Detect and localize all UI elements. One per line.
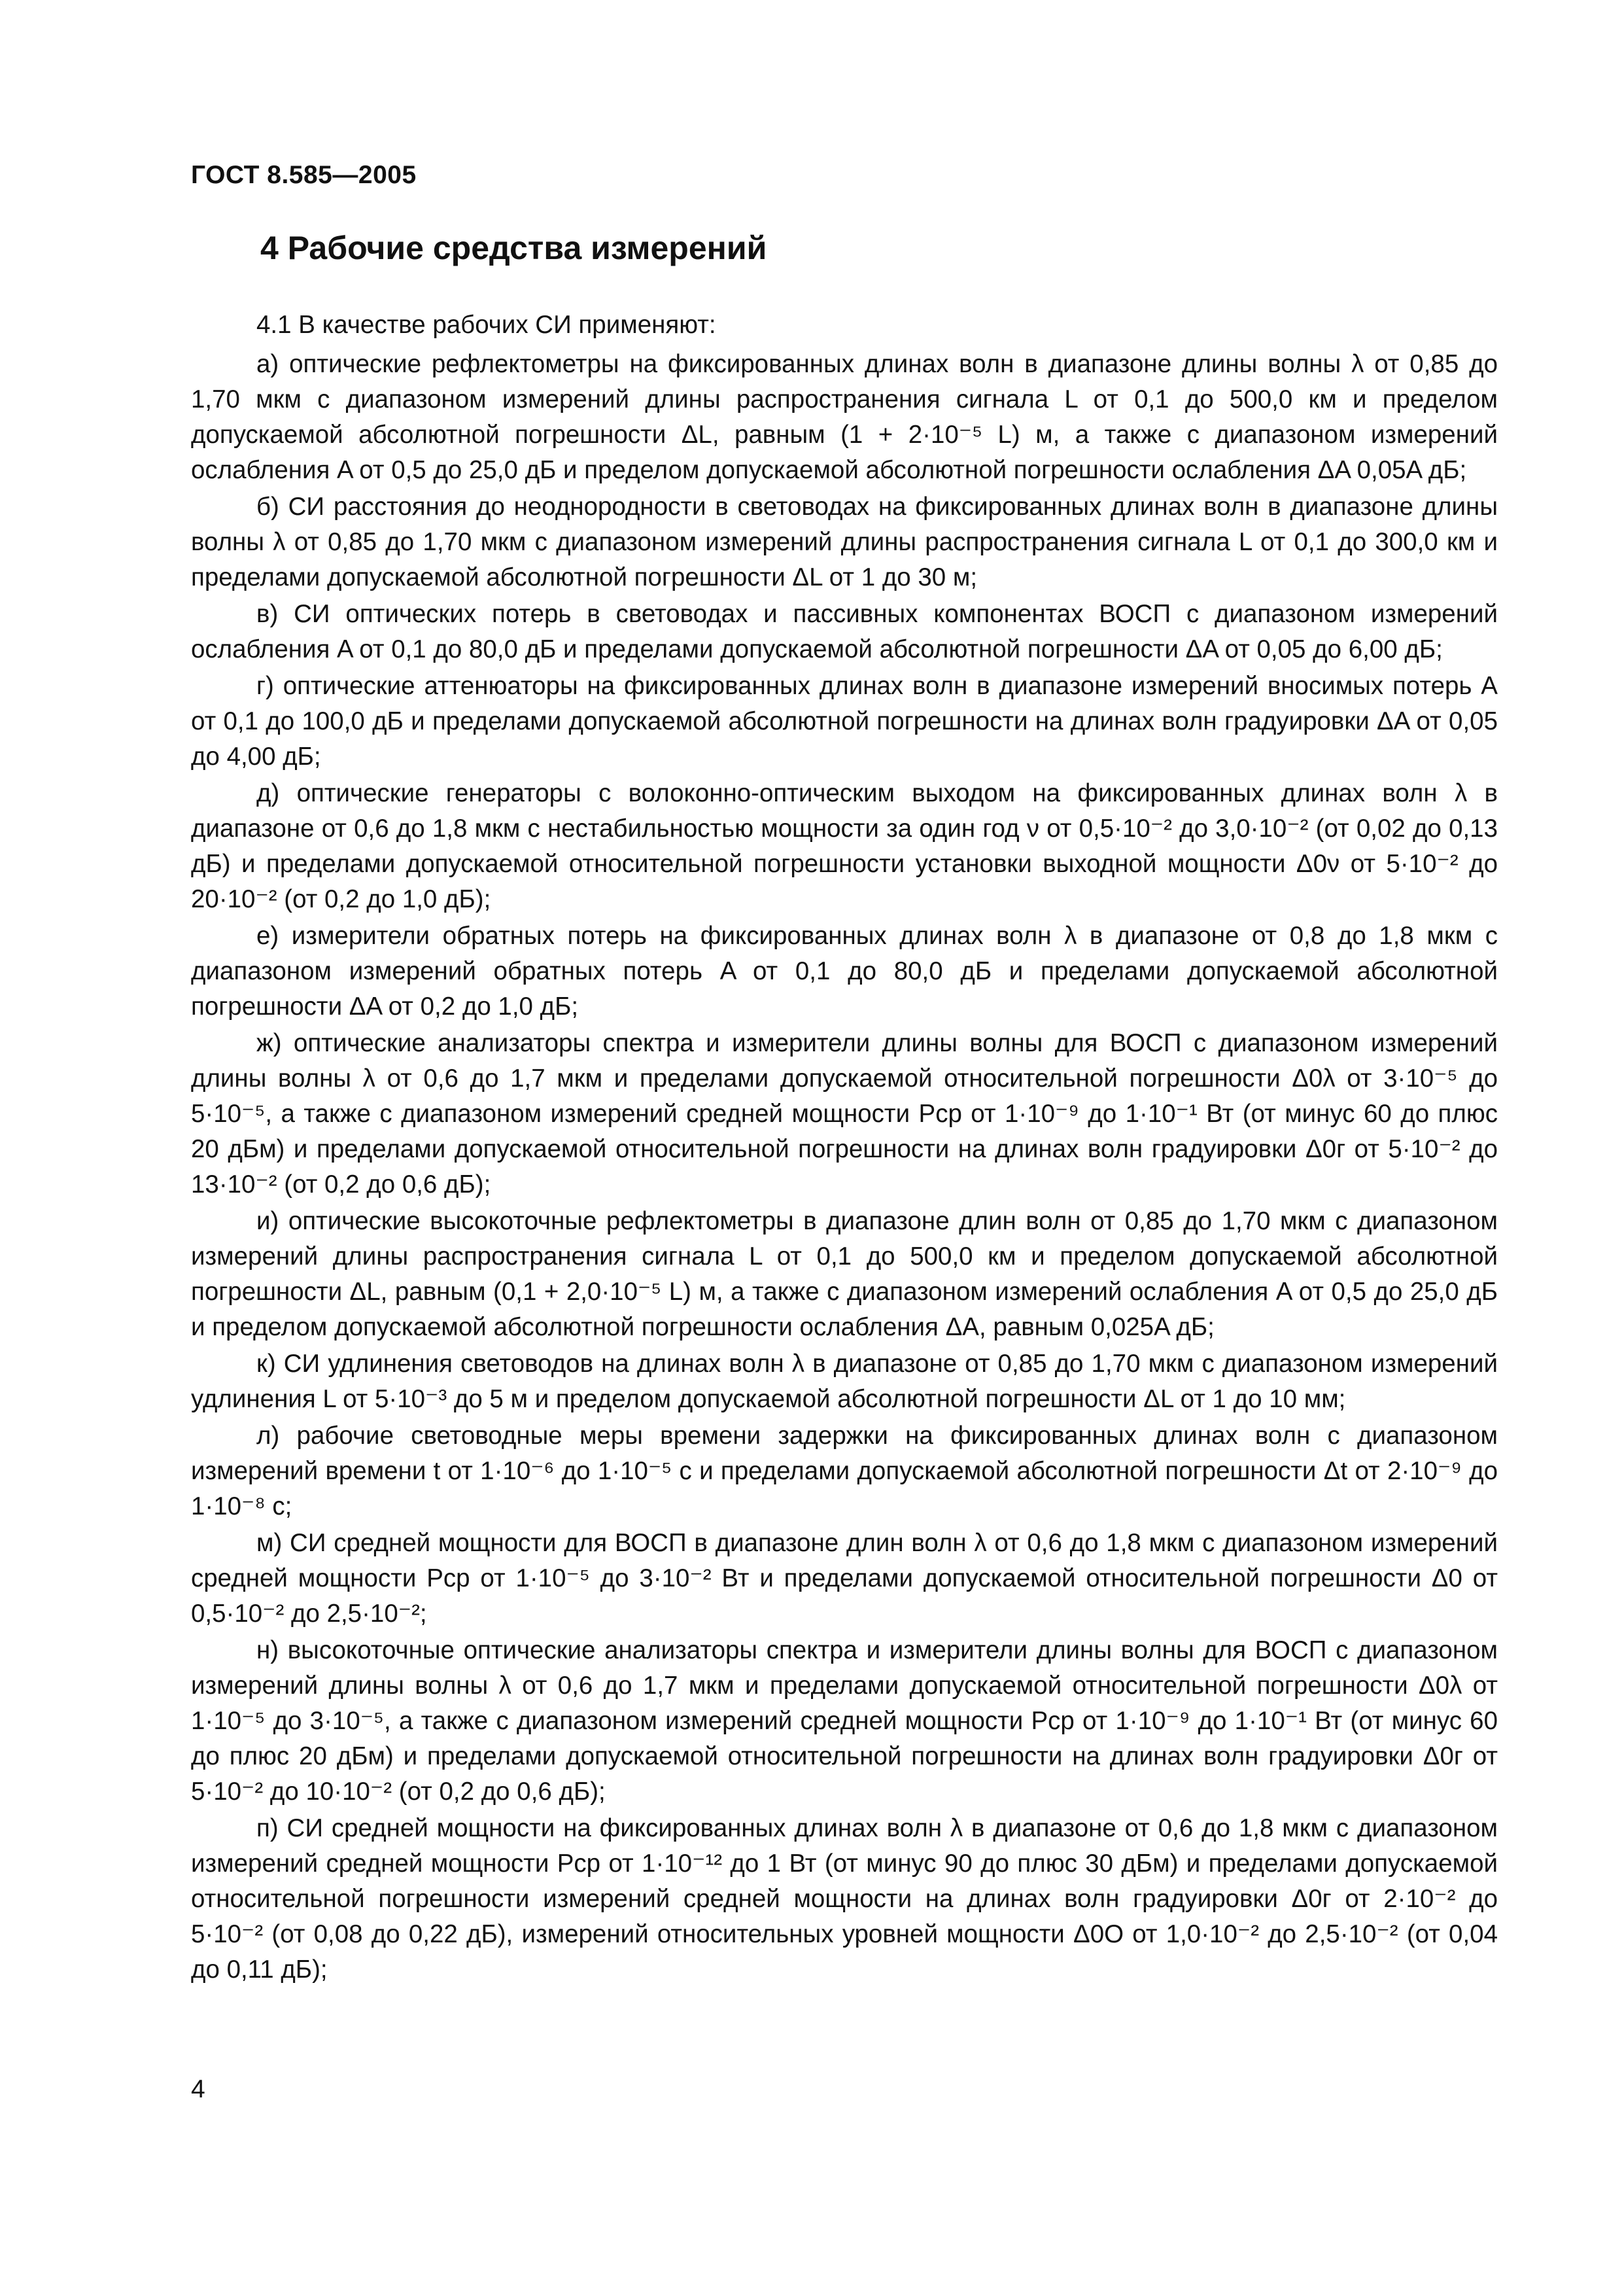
list-item-g: г) оптические аттенюаторы на фиксированных длинах волн в диапазоне измерений вносимых потерь A от 0,1 до 100,0 дБ и пределами допускаемой абсолютной погрешности на длинах волн градуировки ΔA от 0,05 до 4,00 дБ;	[191, 672, 1498, 771]
page-number: 4	[191, 2075, 205, 2103]
section-title: 4 Рабочие средства измерений	[260, 230, 767, 266]
list-item-a: а) оптические рефлектометры на фиксированных длинах волн в диапазоне длины волны λ от 0,85 до 1,70 мкм с диапазоном измерений длины распространения сигнала L от 0,1 до 500,0 км и пределом допускаемой абсолютной погрешности ΔL, равным (1 + 2·10⁻⁵ L) м, а также с диапазоном измерений ослабления A от 0,5 до 25,0 дБ и пределом допускаемой абсолютной погрешности ослабления ΔA 0,05A дБ;	[191, 350, 1498, 484]
list-item-zh: ж) оптические анализаторы спектра и измерители длины волны для ВОСП с диапазоном измерений длины волны λ от 0,6 до 1,7 мкм и пределами допускаемой относительной погрешности Δ0λ от 3·10⁻⁵ до 5·10⁻⁵, а также с диапазоном измерений средней мощности Pср от 1·10⁻⁹ до 1·10⁻¹ Вт (от минус 60 до плюс 20 дБм) и пределами допускаемой относительной погрешности на длинах волн градуировки Δ0г от 5·10⁻² до 13·10⁻² (от 0,2 до 0,6 дБ);	[191, 1029, 1498, 1199]
list-item-d: д) оптические генераторы с волоконно-оптическим выходом на фиксированных длинах волн λ в диапазоне от 0,6 до 1,8 мкм с нестабильностью мощности за один год ν от 0,5·10⁻² до 3,0·10⁻² (от 0,02 до 0,13 дБ) и пределами допускаемой относительной погрешности установки выходной мощности Δ0ν от 5·10⁻² до 20·10⁻² (от 0,2 до 1,0 дБ);	[191, 779, 1498, 913]
section-body	[191, 307, 1498, 1989]
list-item-l: л) рабочие световодные меры времени задержки на фиксированных длинах волн с диапазоном измерений времени t от 1·10⁻⁶ до 1·10⁻⁵ с и пределами допускаемой абсолютной погрешности Δt от 2·10⁻⁹ до 1·10⁻⁸ с;	[191, 1422, 1498, 1520]
list-item-i: и) оптические высокоточные рефлектометры в диапазоне длин волн от 0,85 до 1,70 мкм с диапазоном измерений длины распространения сигнала L от 0,1 до 500,0 км и пределом допускаемой абсолютной погрешности ΔL, равным (0,1 + 2,0·10⁻⁵ L) м, а также с диапазоном измерений ослабления A от 0,5 до 25,0 дБ и пределом допускаемой абсолютной погрешности ослабления ΔA, равным 0,025A дБ;	[191, 1207, 1498, 1341]
list-item-v: в) СИ оптических потерь в световодах и пассивных компонентах ВОСП с диапазоном измерений ослабления A от 0,1 до 80,0 дБ и пределами допускаемой абсолютной погрешности ΔA от 0,05 до 6,00 дБ;	[191, 600, 1498, 663]
list-item-b: б) СИ расстояния до неоднородности в световодах на фиксированных длинах волн в диапазоне длины волны λ от 0,85 до 1,70 мкм с диапазоном измерений длины распространения сигнала L от 0,1 до 300,0 км и пределами допускаемой абсолютной погрешности ΔL от 1 до 30 м;	[191, 493, 1498, 591]
list-item-e: е) измерители обратных потерь на фиксированных длинах волн λ в диапазоне от 0,8 до 1,8 мкм с диапазоном измерений обратных потерь A от 0,1 до 80,0 дБ и пределами допускаемой абсолютной погрешности ΔA от 0,2 до 1,0 дБ;	[191, 922, 1498, 1021]
list-item-n: н) высокоточные оптические анализаторы спектра и измерители длины волны для ВОСП с диапазоном измерений длины волны λ от 0,6 до 1,7 мкм и пределами допускаемой относительной погрешности Δ0λ от 1·10⁻⁵ до 3·10⁻⁵, а также с диапазоном измерений средней мощности Pср от 1·10⁻⁹ до 1·10⁻¹ Вт (от минус 60 до плюс 20 дБм) и пределами допускаемой относительной погрешности на длинах волн градуировки Δ0г от 5·10⁻² до 10·10⁻² (от 0,2 до 0,6 дБ);	[191, 1636, 1498, 1806]
list-item-m: м) СИ средней мощности для ВОСП в диапазоне длин волн λ от 0,6 до 1,8 мкм с диапазоном измерений средней мощности Pср от 1·10⁻⁵ до 3·10⁻² Вт и пределами допускаемой относительной погрешности Δ0 от 0,5·10⁻² до 2,5·10⁻²;	[191, 1529, 1498, 1628]
document-code-header: ГОСТ 8.585—2005	[191, 161, 417, 189]
intro-paragraph: 4.1 В качестве рабочих СИ применяют:	[256, 311, 716, 339]
list-item-p: п) СИ средней мощности на фиксированных длинах волн λ в диапазоне от 0,6 до 1,8 мкм с диапазоном измерений средней мощности Pср от 1·10⁻¹² до 1 Вт (от минус 90 до плюс 30 дБм) и пределами допускаемой относительной погрешности измерений средней мощности на длинах волн градуировки Δ0г от 2·10⁻² до 5·10⁻² (от 0,08 до 0,22 дБ), измерений относительных уровней мощности Δ0О от 1,0·10⁻² до 2,5·10⁻² (от 0,04 до 0,11 дБ);	[191, 1814, 1498, 1984]
list-item-k: к) СИ удлинения световодов на длинах волн λ в диапазоне от 0,85 до 1,70 мкм с диапазоном измерений удлинения L от 5·10⁻³ до 5 м и пределом допускаемой абсолютной погрешности ΔL от 1 до 10 мм;	[191, 1350, 1498, 1413]
